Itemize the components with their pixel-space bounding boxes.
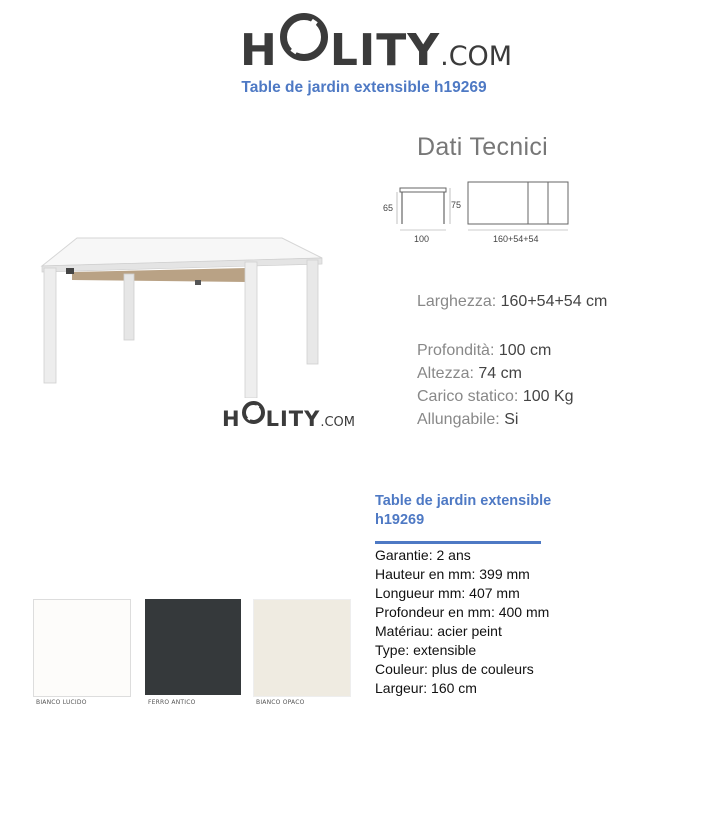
product-details-list [375,546,549,698]
product-image-table [32,228,332,398]
logo-o-icon [280,13,328,61]
spec-key: Altezza: [417,365,474,382]
holity-logo[interactable] [240,17,512,76]
spec-value: 160+54+54 cm [500,293,608,310]
swatch-bianco-lucido[interactable] [33,599,131,697]
detail-profondeur: Profondeur en mm: 400 mm [375,604,550,620]
spec-profondita [417,339,617,362]
spec-carico [417,385,617,408]
detail-couleur: Couleur: plus de couleurs [375,661,534,677]
dim-side-height-left: 65 [383,203,394,213]
spec-key: Carico statico: [417,388,519,405]
logo-text-h: H [240,25,278,76]
swatch-label: FERRO ANTICO [148,699,196,706]
watermark-o-icon [242,401,265,424]
dimension-diagram [378,178,578,248]
spec-key: Profondità: [417,342,495,359]
spec-value: Si [504,411,519,428]
spec-key: Larghezza: [417,293,497,310]
swatch-bianco-opaco[interactable] [253,599,351,697]
dim-side-width: 100 [414,234,430,244]
swatch-label: BIANCO LUCIDO [36,699,87,706]
swatch-label: BIANCO OPACO [256,699,305,706]
title-divider [375,541,541,544]
spec-value: 100 cm [498,342,552,359]
detail-hauteur: Hauteur en mm: 399 mm [375,566,530,582]
logo-text-lity: LITY [329,25,441,76]
holity-watermark-logo [222,403,355,432]
spec-allungabile [417,408,617,431]
dim-side-height-right: 75 [451,200,462,210]
logo-domain: .COM [440,41,513,72]
detail-largeur: Largeur: 160 cm [375,680,477,696]
detail-longueur: Longueur mm: 407 mm [375,585,520,601]
spec-value: 74 cm [478,365,522,382]
tech-data-title: Dati Tecnici [417,133,548,161]
dim-top-width: 160+54+54 [493,234,539,244]
watermark-domain: .COM [320,415,355,430]
watermark-text-h: H [222,407,241,431]
detail-garantie: Garantie: 2 ans [375,547,471,563]
product-title: Table de jardin extensible h19269 [375,493,552,528]
spec-key: Allungabile: [417,411,500,428]
swatch-ferro-antico[interactable] [145,599,241,695]
page-title: Table de jardin extensible h19269 [241,79,487,96]
watermark-text-lity: LITY [265,407,321,431]
spec-altezza [417,362,617,385]
spec-value: 100 Kg [522,388,574,405]
detail-type: Type: extensible [375,642,477,658]
detail-materiau: Matériau: acier peint [375,623,502,639]
spec-larghezza [417,290,617,313]
